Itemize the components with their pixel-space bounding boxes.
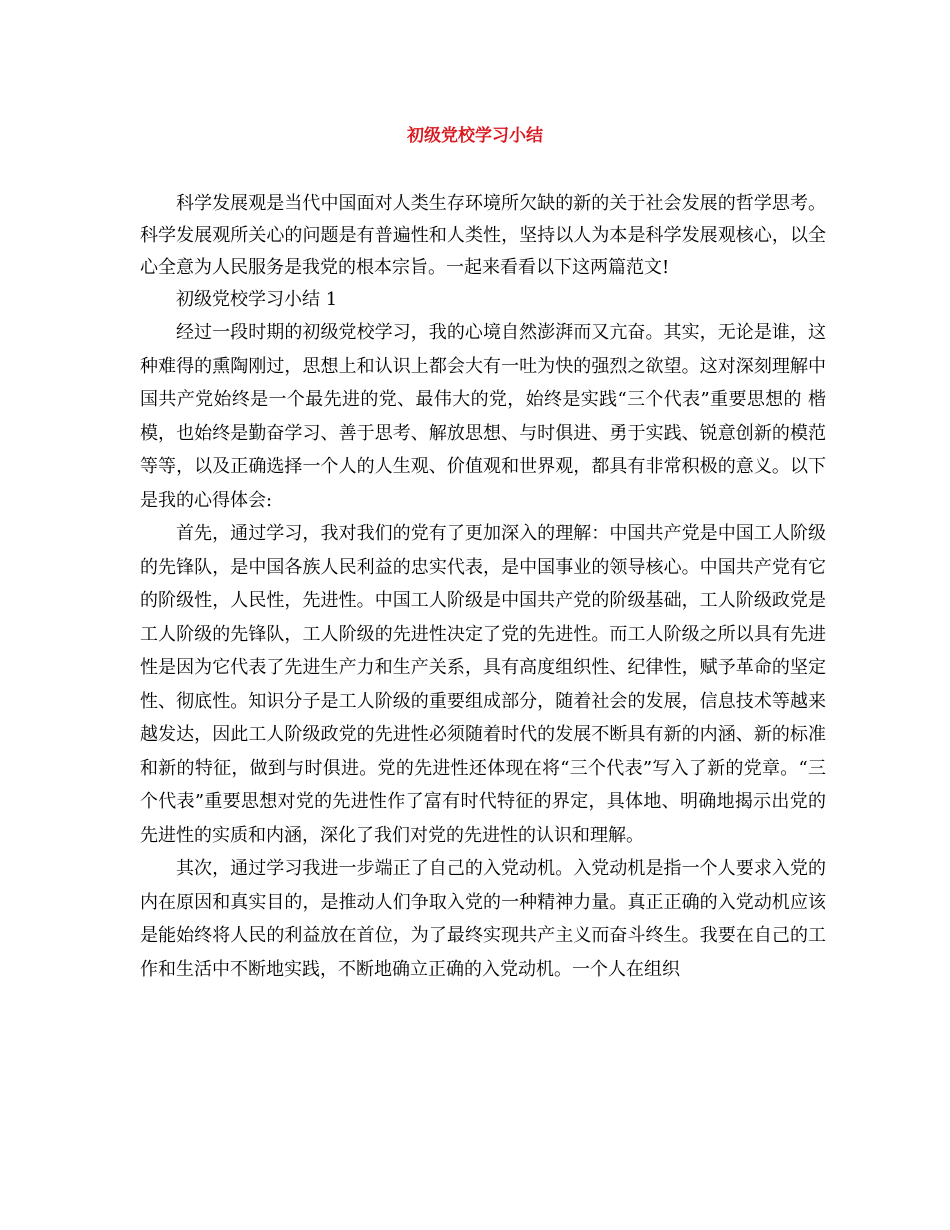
body-paragraph-1: 经过一段时期的初级党校学习，我的心境自然澎湃而又亢奋。其实，无论是谁，这种难得的熏陶刚过，思想上和认识上都会大有一吐为快的强烈之欲望。这对深刻理解中国共产党始终是一个最先进的党、最伟大的党，始终是实践“三个代表”重要思想的 楷模，也始终是勤奋学习、善于思考、解放思想、与时俱进、勇于实践、锐意创新的模范等等，以及正确选择一个人的人生观、价值观和世界观，都具有非常积极的意义。以下是我的心得体会: (140, 322, 826, 511)
document-body (140, 188, 826, 986)
body-paragraph-2: 首先，通过学习，我对我们的党有了更加深入的理解：中国共产党是中国工人阶级的先锋队，是中国各族人民利益的忠实代表，是中国事业的领导核心。中国共产党有它的阶级性，人民性，先进性。中国工人阶级是中国共产党的阶级基础，工人阶级政党是工人阶级的先锋队，工人阶级的先进性决定了党的先进性。而工人阶级之所以具有先进性是因为它代表了先进生产力和生产关系，具有高度组织性、纪律性，赋予革命的坚定性、彻底性。知识分子是工人阶级的重要组成部分，随着社会的发展，信息技术等越来越发达，因此工人阶级政党的先进性必须随着时代的发展不断具有新的内涵、新的标准和新的特征，做到与时俱进。党的先进性还体现在将“三个代表”写入了新的党章。“三个代表”重要思想对党的先进性作了富有时代特征的界定，具体地、明确地揭示出党的先进性的实质和内涵，深化了我们对党的先进性的认识和理解。 (140, 523, 826, 846)
body-paragraph-3: 其次，通过学习我进一步端正了自己的入党动机。入党动机是指一个人要求入党的内在原因和真实目的，是推动人们争取入党的一种精神力量。真正正确的入党动机应该是能始终将人民的利益放在首位，为了最终实现共产主义而奋斗终生。我要在自己的工作和生活中不断地实践，不断地确立正确的入党动机。一个人在组织 (140, 858, 826, 980)
section-heading: 初级党校学习小结 1 (176, 289, 338, 310)
intro-paragraph: 科学发展观是当代中国面对人类生存环境所欠缺的新的关于社会发展的哲学思考。科学发展观所关心的问题是有普遍性和人类性，坚持以人为本是科学发展观核心，以全心全意为人民服务是我党的根本宗旨。一起来看看以下这两篇范文! (140, 193, 826, 278)
document-title: 初级党校学习小结 (407, 126, 543, 146)
